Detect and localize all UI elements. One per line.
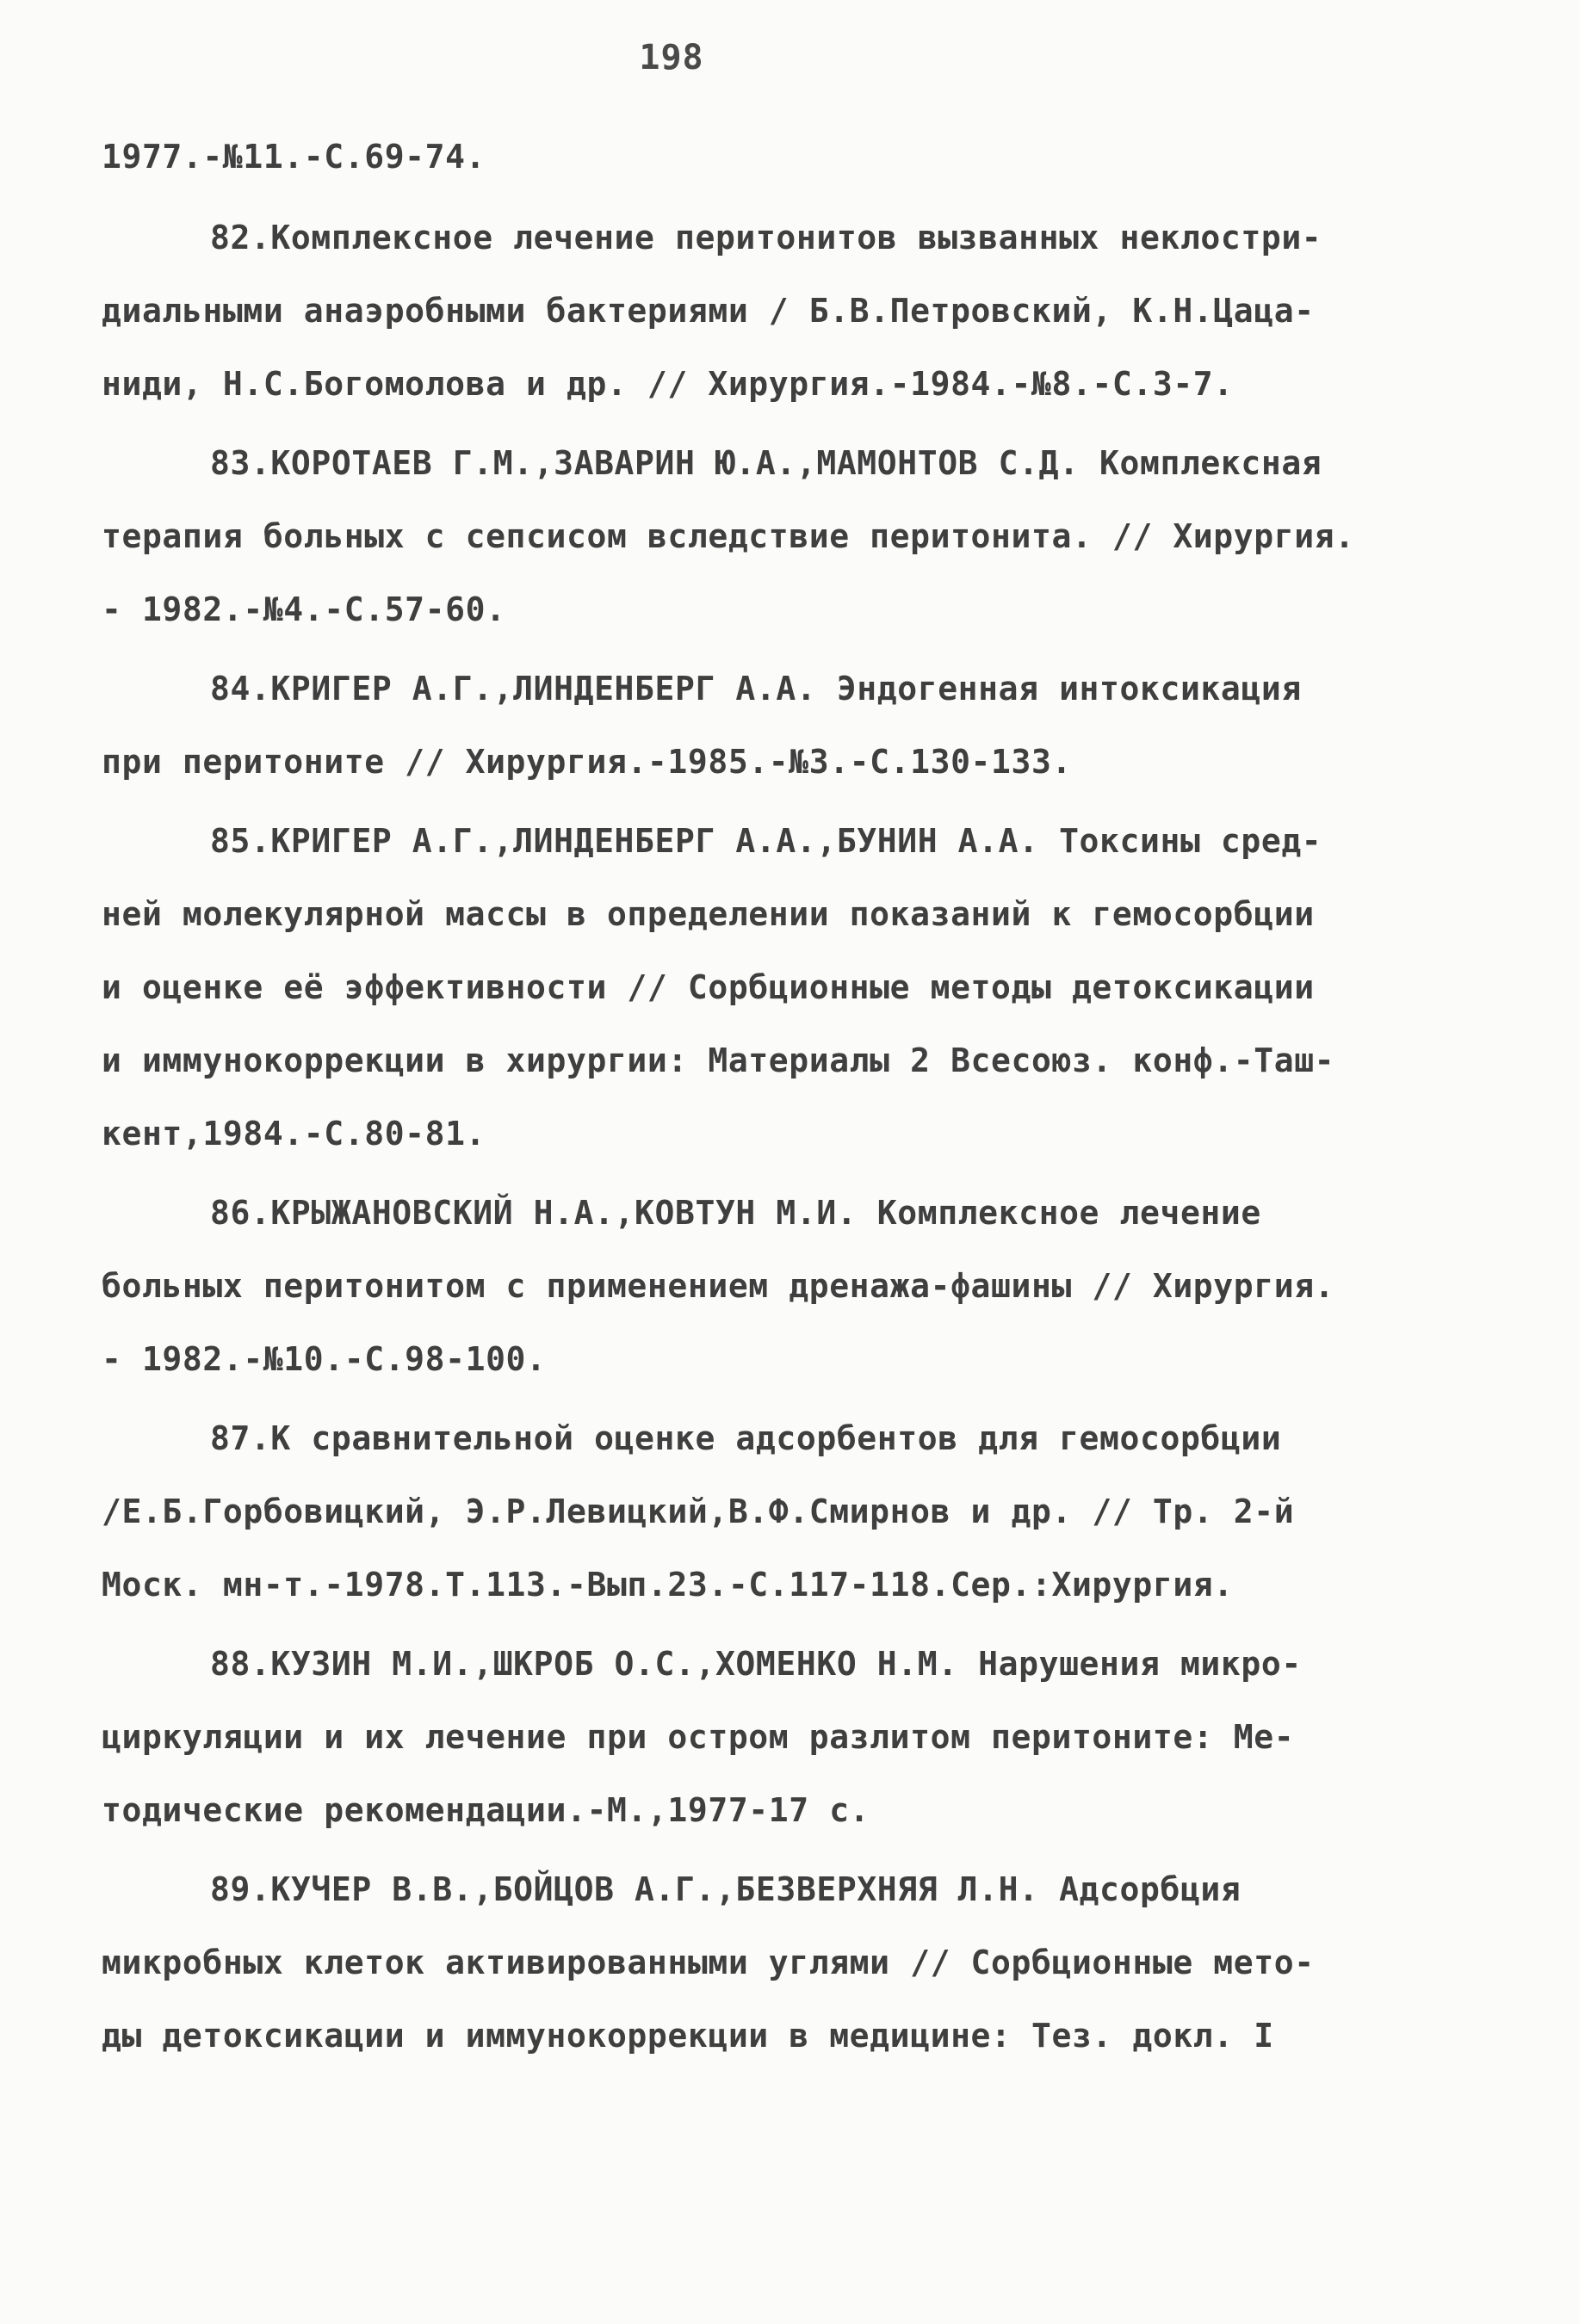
text-line: 89.КУЧЕР В.В.,БОЙЦОВ А.Г.,БЕЗВЕРХНЯЯ Л.Н. Адсорбция — [210, 1870, 1242, 1908]
text-line: - 1982.-№4.-С.57-60. — [102, 590, 506, 628]
text-line: 84.КРИГЕР А.Г.,ЛИНДЕНБЕРГ А.А. Эндогенная интоксикация — [210, 670, 1302, 708]
text-line: ней молекулярной массы в определении показаний к гемосорбции — [102, 895, 1315, 933]
text-line: - 1982.-№10.-С.98-100. — [102, 1340, 547, 1378]
text-line: больных перитонитом с применением дренажа-фашины // Хирургия. — [102, 1267, 1335, 1305]
text-line: 82.Комплексное лечение перитонитов вызванных неклостри- — [210, 219, 1322, 257]
text-line: и иммунокоррекции в хирургии: Материалы 2 Всесоюз. конф.-Таш- — [102, 1041, 1335, 1079]
text-line: циркуляции и их лечение при остром разлитом перитоните: Ме- — [102, 1718, 1295, 1756]
text-line: кент,1984.-С.80-81. — [102, 1115, 486, 1153]
text-line: тодические рекомендации.-М.,1977-17 с. — [102, 1791, 870, 1829]
text-line: 87.К сравнительной оценке адсорбентов для гемосорбции — [210, 1419, 1282, 1457]
text-line: 85.КРИГЕР А.Г.,ЛИНДЕНБЕРГ А.А.,БУНИН А.А. Токсины сред- — [210, 822, 1322, 860]
text-line: и оценке её эффективности // Сорбционные методы детоксикации — [102, 968, 1315, 1006]
text-line: /Е.Б.Горбовицкий, Э.Р.Левицкий,В.Ф.Смирнов и др. // Тр. 2-й — [102, 1493, 1295, 1530]
page-number: 198 — [639, 38, 704, 77]
text-line: ниди, Н.С.Богомолова и др. // Хирургия.-1984.-№8.-С.3-7. — [102, 365, 1234, 403]
text-line: 83.КОРОТАЕВ Г.М.,ЗАВАРИН Ю.А.,МАМОНТОВ С.Д. Комплексная — [210, 444, 1322, 482]
text-line: 86.КРЫЖАНОВСКИЙ Н.А.,КОВТУН М.И. Комплексное лечение — [210, 1194, 1261, 1232]
text-line: терапия больных с сепсисом вследствие перитонита. // Хирургия. — [102, 517, 1355, 555]
text-line: микробных клеток активированными углями // Сорбционные мето- — [102, 1944, 1315, 1981]
text-line: диальными анаэробными бактериями / Б.В.Петровский, К.Н.Цаца- — [102, 292, 1315, 330]
text-line: ды детоксикации и иммунокоррекции в медицине: Тез. докл. I — [102, 2017, 1274, 2055]
text-line: 1977.-№11.-С.69-74. — [102, 138, 486, 176]
text-line: Моск. мн-т.-1978.Т.113.-Вып.23.-С.117-118.Сер.:Хирургия. — [102, 1566, 1234, 1604]
text-line: 88.КУЗИН М.И.,ШКРОБ О.С.,ХОМЕНКО Н.М. Нарушения микро- — [210, 1645, 1302, 1683]
text-line: при перитоните // Хирургия.-1985.-№3.-С.130-133. — [102, 743, 1072, 781]
